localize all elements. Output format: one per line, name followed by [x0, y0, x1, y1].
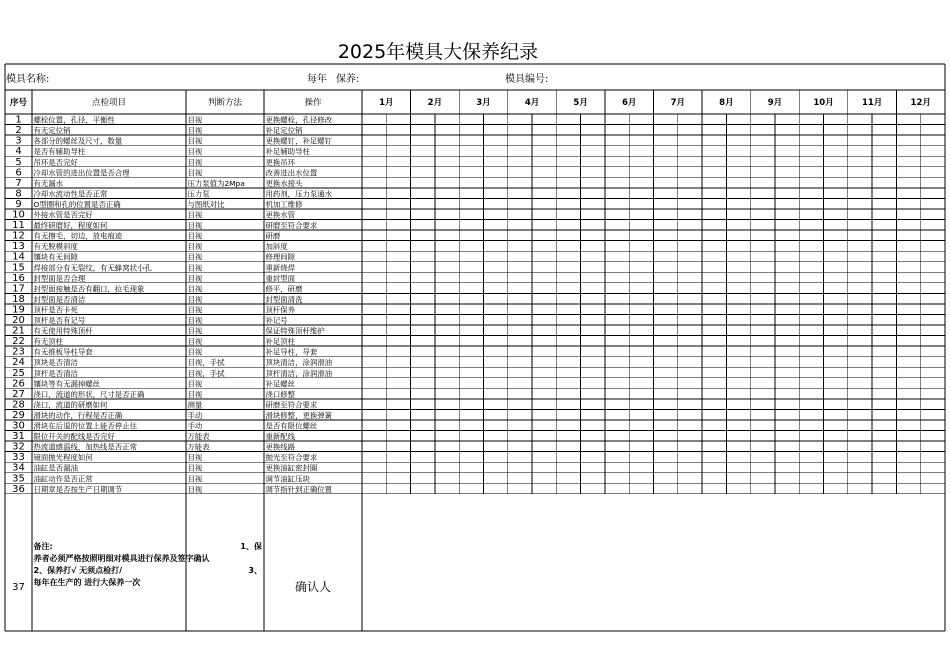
row-method: 目视	[187, 474, 203, 484]
row-method: 目视	[187, 263, 203, 273]
row-method: 目视，手拭	[187, 358, 225, 368]
note-line-1: 备注:	[33, 542, 53, 551]
row-method: 压力泵	[187, 189, 210, 199]
row-number: 3	[15, 135, 22, 147]
header-month-11: 11月	[861, 98, 883, 108]
row-item: 有无漏水	[33, 178, 64, 188]
maintenance-label: 保养:	[336, 74, 360, 85]
row-operation: 加斜度	[265, 242, 288, 252]
row-item: 热流道感温线，加热线是否正常	[33, 442, 137, 452]
row-operation: 研磨至符合要求	[265, 221, 318, 231]
row-item: 油缸动作是否正常	[33, 474, 93, 484]
row-item: 封型面接触是否有翻口，拉毛现象	[33, 284, 145, 294]
row-item: 顶杆是否有记号	[33, 316, 86, 325]
row-item: 封型面是否合理	[33, 273, 86, 283]
row-method: 万能表	[187, 432, 210, 442]
row-method: 目视	[187, 284, 203, 294]
row-item: 顶块是否清洁	[33, 358, 78, 368]
row-item: 有无使用特殊顶杆	[33, 326, 93, 336]
row-number: 1	[15, 114, 22, 126]
row-number: 21	[12, 325, 25, 337]
row-method: 目视	[187, 316, 203, 325]
header-month-2: 2月	[427, 98, 443, 108]
row-number: 15	[12, 262, 25, 274]
row-method: 目视	[187, 326, 203, 336]
row-operation: 浇口修整	[265, 389, 296, 399]
row-item: 是否有辅助导柱	[33, 147, 86, 157]
table-grid	[5, 64, 945, 631]
note-line-3-right: 3、	[248, 566, 262, 575]
row-operation: 研磨至符合要求	[265, 400, 318, 410]
header-seq: 序号	[9, 98, 28, 108]
row-operation: 更换螺钉，补足螺钉	[265, 136, 333, 146]
row-operation: 补足顶柱	[265, 337, 296, 347]
header-month-5: 5月	[573, 98, 588, 108]
row-item: 镶块有无间隙	[33, 252, 78, 262]
row-item: 螺栓位置，孔径，平衡性	[33, 115, 115, 125]
header-month-9: 9月	[767, 98, 783, 108]
row-number: 8	[15, 188, 22, 200]
note-line-4: 每年在生产的 进行大保养一次	[33, 578, 141, 587]
mold-name-label: 模具名称:	[6, 74, 50, 85]
note-line-1-right: 1、保	[240, 542, 262, 551]
row-item: 有无定位销	[33, 126, 71, 136]
row-item: 冷却水管的进出位置是否合理	[33, 168, 130, 178]
row-method: 目视	[187, 294, 203, 304]
row-number: 31	[12, 431, 25, 443]
row-item: 冷却水流动性是否正常	[33, 189, 108, 199]
mold-number-label: 模具编号:	[505, 74, 549, 85]
row-item: 油缸是否漏油	[33, 463, 78, 473]
header-month-4: 4月	[524, 98, 540, 108]
row-method: 目视	[187, 337, 203, 347]
row-method: 目视	[187, 484, 203, 494]
row-number: 25	[12, 367, 25, 379]
row-number: 5	[15, 156, 22, 168]
header-month-10: 10月	[813, 98, 834, 108]
row-number: 6	[15, 167, 22, 179]
row-number: 7	[15, 177, 22, 189]
table-content	[6, 72, 931, 594]
row-item: 镶块等有无漏掉螺丝	[33, 379, 101, 389]
header-month-3: 3月	[476, 98, 491, 108]
row-operation: 修理间隙	[265, 252, 296, 262]
row-method: 目视，手拭	[187, 368, 225, 378]
row-number: 17	[12, 283, 25, 295]
row-item: 限位开关的配线是否完好	[33, 432, 115, 442]
footer-row-number: 37	[12, 582, 25, 593]
row-item: 封型面是否清洁	[33, 294, 86, 304]
row-method: 万能表	[187, 442, 210, 452]
row-number: 11	[12, 220, 25, 232]
row-item: 各部分的螺丝及尺寸，数量	[33, 136, 123, 146]
row-number: 26	[12, 378, 25, 390]
header-method: 判断方法	[207, 98, 243, 108]
row-operation: 机加工维修	[265, 199, 303, 209]
row-item: 最终研磨好，程度如何	[33, 221, 108, 231]
row-number: 12	[12, 230, 25, 242]
row-number: 13	[12, 241, 25, 253]
row-number: 28	[12, 399, 25, 411]
row-operation: 补记号	[265, 316, 288, 325]
row-item: 有无推板导柱导套	[33, 347, 93, 357]
header-operation: 操作	[304, 98, 322, 108]
row-number: 22	[12, 336, 25, 348]
row-method: 压力泵值为2Mpa	[187, 178, 245, 188]
header-month-6: 6月	[621, 98, 637, 108]
row-operation: 封型面清洗	[265, 294, 303, 304]
row-operation: 用药剂，压力泵通水	[265, 189, 333, 199]
row-number: 35	[12, 473, 25, 485]
header-month-1: 1月	[379, 98, 394, 108]
row-number: 33	[12, 452, 25, 464]
row-operation: 调节指针到正确位置	[265, 484, 333, 494]
row-operation: 重封型面	[265, 273, 296, 283]
row-operation: 顶块清洁，涂润滑油	[265, 358, 333, 368]
row-number: 9	[15, 198, 22, 210]
row-method: 目视	[187, 231, 203, 241]
row-operation: 研磨	[265, 231, 281, 241]
row-method: 目视	[187, 273, 203, 283]
row-operation: 补足导柱，导套	[265, 347, 318, 357]
row-item: 滑块在后退的位置上能否停止住	[33, 421, 137, 431]
row-method: 目视	[187, 157, 203, 167]
row-operation: 重新配线	[265, 432, 296, 442]
row-number: 23	[12, 346, 25, 358]
row-number: 36	[12, 483, 25, 495]
row-method: 目视	[187, 136, 203, 146]
row-method: 目视	[187, 221, 203, 231]
row-method: 目视	[187, 252, 203, 262]
row-operation: 改善进出水位置	[265, 168, 318, 178]
row-item: 滑块的动作，行程是否正确	[33, 410, 123, 420]
row-operation: 修平，研磨	[265, 284, 303, 294]
row-operation: 更换吊环	[265, 157, 296, 167]
row-number: 32	[12, 441, 25, 453]
row-item: 焊接部分有无裂纹，有无蜂窝状小孔	[33, 263, 152, 273]
row-operation: 更换水管	[265, 210, 296, 220]
row-number: 10	[12, 209, 25, 221]
row-item: 浇口，流道的研磨如何	[33, 400, 108, 410]
row-item: 浇口，流道的形状，尺寸是否正确	[33, 389, 145, 399]
row-item: 有无脱模斜度	[33, 242, 78, 252]
row-number: 16	[12, 272, 25, 284]
row-operation: 滑块修整，更换弹簧	[265, 410, 333, 420]
row-operation: 补足螺丝	[265, 379, 296, 389]
row-method: 目视	[187, 242, 203, 252]
row-operation: 更换螺栓，孔径修改	[265, 115, 333, 125]
row-operation: 更换线路	[265, 442, 296, 452]
row-method: 手动	[187, 410, 203, 420]
row-method: 手动	[187, 421, 203, 431]
header-month-12: 12月	[910, 98, 931, 108]
confirm-label: 确认人	[294, 580, 332, 594]
row-number: 20	[12, 315, 25, 326]
row-operation: 是否有限位螺丝	[265, 421, 318, 431]
row-item: 外接水管是否完好	[33, 210, 93, 220]
row-item: 镜面抛光程度如何	[33, 453, 93, 463]
row-method: 测量	[187, 400, 203, 410]
row-method: 目视	[187, 389, 203, 399]
row-item: 吊环是否完好	[33, 157, 78, 167]
row-method: 目视	[187, 463, 203, 473]
row-operation: 补足辅助导柱	[265, 147, 310, 157]
row-method: 目视	[187, 453, 203, 463]
row-method: 与图纸对比	[187, 199, 225, 209]
row-item: 顶杆是否清洁	[33, 368, 78, 378]
row-method: 目视	[187, 115, 203, 125]
row-number: 30	[12, 420, 25, 432]
row-number: 24	[12, 357, 25, 369]
row-item: 有无顶柱	[33, 337, 64, 347]
row-operation: 更换油缸密封圈	[265, 463, 318, 473]
row-operation: 重新烧焊	[265, 263, 296, 273]
header-item: 点检项目	[91, 98, 127, 108]
row-operation: 顶杆保养	[265, 305, 296, 315]
row-item: 有无擦毛，切边，放电痕迹	[33, 231, 123, 241]
row-number: 34	[12, 462, 25, 474]
row-operation: 调节油缸压块	[265, 474, 310, 484]
row-operation: 补足定位销	[265, 126, 303, 136]
row-operation: 更换水接头	[265, 178, 303, 188]
note-line-2: 养者必须严格按照明细对模具进行保养及签字确认	[33, 554, 210, 563]
row-operation: 顶杆清洁，涂润滑油	[265, 368, 333, 378]
row-method: 目视	[187, 347, 203, 357]
per-year-label: 每年	[307, 74, 327, 85]
row-method: 目视	[187, 168, 203, 178]
row-method: 目视	[187, 379, 203, 389]
row-number: 4	[15, 146, 22, 158]
row-number: 27	[12, 388, 25, 400]
header-month-7: 7月	[670, 98, 686, 108]
row-operation: 保证特殊顶杆维护	[265, 326, 325, 336]
row-item: 顶杆是否卡死	[33, 305, 78, 315]
sheet-title: 2025年模具大保养纪录	[337, 41, 539, 63]
row-method: 目视	[187, 305, 203, 315]
row-method: 目视	[187, 126, 203, 136]
row-number: 14	[12, 251, 25, 263]
header-month-8: 8月	[719, 98, 734, 108]
row-number: 19	[12, 304, 25, 316]
row-operation: 抛光至符合要求	[265, 453, 318, 463]
row-item: 日期章是否按生产日期调节	[33, 484, 123, 494]
row-method: 目视	[187, 147, 203, 157]
row-method: 目视	[187, 210, 203, 220]
row-number: 29	[12, 409, 25, 421]
row-item: O型圈和孔的位置是否正确	[33, 199, 121, 209]
row-number: 18	[12, 293, 25, 305]
note-line-3: 2、保养打√ 无须点检打/	[33, 566, 123, 575]
row-number: 2	[15, 125, 22, 137]
